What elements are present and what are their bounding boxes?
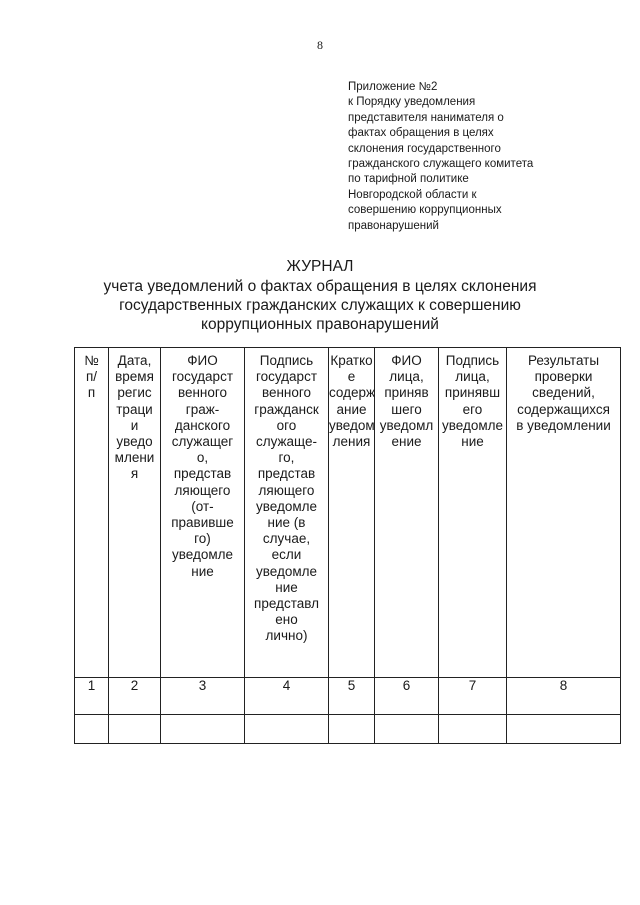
appendix-note <box>348 80 588 234</box>
header-text: № п/ п <box>84 353 99 401</box>
empty-row <box>75 715 621 744</box>
empty-cell <box>245 715 329 744</box>
header-cell-number <box>75 348 109 678</box>
column-number: 6 <box>375 678 439 715</box>
header-cell-sender-signature <box>245 348 329 678</box>
header-text: ФИО лица, приняв шего уведомл ение <box>379 353 434 450</box>
appendix-line: представителя нанимателя о <box>348 111 504 124</box>
subtitle-line: коррупционных правонарушений <box>201 316 439 333</box>
header-text: Кратко е содерж ание уведом ления <box>329 353 376 450</box>
header-cell-receiver-signature <box>439 348 507 678</box>
empty-cell <box>109 715 161 744</box>
column-number: 7 <box>439 678 507 715</box>
empty-cell <box>75 715 109 744</box>
page-number: 8 <box>317 38 323 52</box>
column-number: 5 <box>329 678 375 715</box>
appendix-line: фактах обращения в целях <box>348 127 494 140</box>
document-title: ЖУРНАЛ <box>286 258 354 275</box>
header-cell-summary <box>329 348 375 678</box>
column-number: 1 <box>75 678 109 715</box>
header-text: Дата, время регис траци и уведо млени я <box>114 353 155 482</box>
empty-cell <box>329 715 375 744</box>
subtitle-line: государственных гражданских служащих к совершению <box>119 297 521 314</box>
empty-cell <box>507 715 621 744</box>
subtitle-line: учета уведомлений о фактах обращения в целях склонения <box>103 278 537 295</box>
header-row <box>75 348 621 678</box>
column-number: 3 <box>161 678 245 715</box>
header-cell-receiver-name <box>375 348 439 678</box>
empty-cell <box>161 715 245 744</box>
document-subtitle <box>0 277 640 334</box>
appendix-line: по тарифной политике <box>348 173 469 186</box>
appendix-line: Приложение №2 <box>348 81 438 93</box>
empty-cell <box>375 715 439 744</box>
appendix-line: гражданского служащего комитета <box>348 158 534 171</box>
header-text: ФИО государст венного граж- данского служащег о, представ ляющего (от- правивше го) уведомле ние <box>171 353 234 579</box>
appendix-line: Новгородской области к <box>348 188 477 201</box>
column-number: 2 <box>109 678 161 715</box>
appendix-line: совершению коррупционных <box>348 204 502 217</box>
appendix-line: правонарушений <box>348 219 439 232</box>
journal-table <box>74 347 621 744</box>
header-cell-sender-name <box>161 348 245 678</box>
empty-cell <box>439 715 507 744</box>
header-cell-results <box>507 348 621 678</box>
appendix-line: к Порядку уведомления <box>348 96 476 109</box>
header-text: Подпись лица, принявш его уведомле ние <box>441 353 504 450</box>
header-text: Подпись государст венного гражданск ого служаще- го, представ ляющего уведомле ние (в случае, если уведомле ние представл ено лично) <box>254 353 319 644</box>
header-cell-date <box>109 348 161 678</box>
column-number-row <box>75 678 621 715</box>
column-number: 8 <box>507 678 621 715</box>
appendix-line: склонения государственного <box>348 142 501 155</box>
column-number: 4 <box>245 678 329 715</box>
header-text: Результаты проверки сведений, содержащихся в уведомлении <box>516 353 611 433</box>
